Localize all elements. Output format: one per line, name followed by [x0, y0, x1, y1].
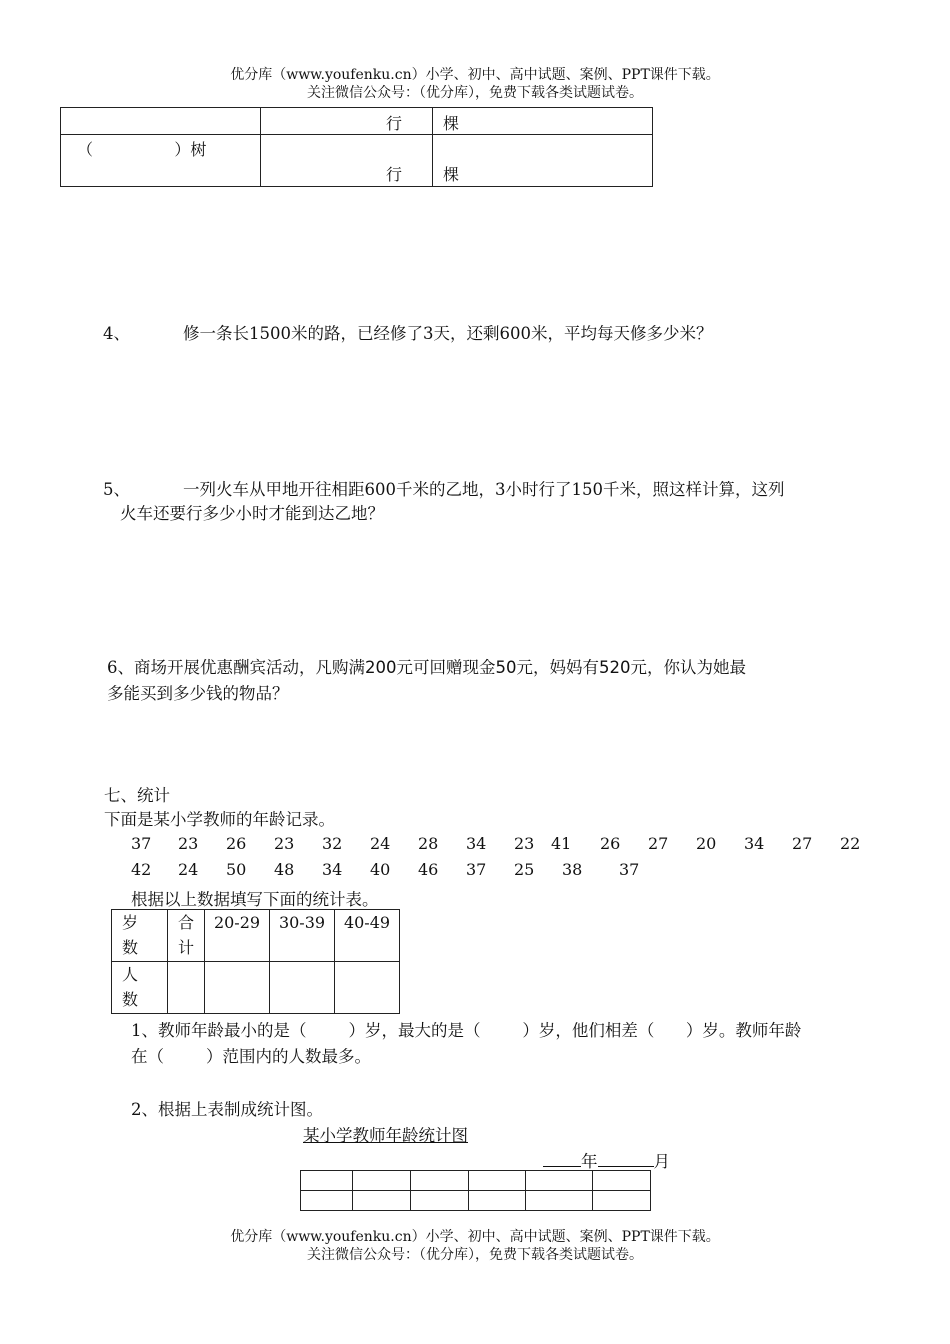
year-blank[interactable]	[543, 1151, 581, 1167]
chart-grid-cell	[353, 1191, 411, 1211]
age-value: 37	[131, 834, 152, 853]
age-value: 34	[466, 834, 487, 853]
chart-grid-cell	[301, 1171, 353, 1191]
q6-text: 元，妈妈有	[516, 658, 599, 677]
age-value: 37	[619, 860, 640, 879]
statistics-question-1-line-1: 1、教师年龄最小的是（ ）岁，最大的是（ ）岁，他们相差（ ）岁。教师年龄	[131, 1021, 802, 1040]
tree-table-cell	[61, 135, 261, 187]
footer-line-2: 关注微信公众号：（优分库），免费下载各类试题试卷。	[307, 1247, 643, 1263]
question-5-number: 5、	[103, 480, 130, 499]
chart-date-line	[543, 1148, 670, 1172]
q6-amount-50: 50	[495, 658, 517, 677]
month-label: 月	[653, 1152, 670, 1171]
statistics-question-2: 2、根据上表制成统计图。	[131, 1100, 323, 1119]
age-value: 37	[466, 860, 487, 879]
age-value: 26	[226, 834, 247, 853]
age-value: 27	[648, 834, 669, 853]
statistics-instruction: 根据以上数据填写下面的统计表。	[131, 890, 379, 909]
q6-text: 元可回赠现金	[396, 658, 496, 677]
chart-grid-cell	[593, 1171, 651, 1191]
q6-amount-520: 520	[599, 658, 631, 677]
people-count-label-cell	[112, 962, 168, 1014]
tree-table	[60, 107, 653, 187]
chart-title: 某小学教师年龄统计图	[303, 1126, 468, 1145]
age-value: 23	[178, 834, 199, 853]
question-6-line-2: 多能买到多少钱的物品？	[107, 684, 289, 703]
range-40-49-label: 40-49	[343, 913, 391, 932]
header-total-char: 合	[178, 913, 195, 932]
tree-table-cell	[261, 135, 433, 187]
chart-grid-cell	[526, 1171, 593, 1191]
people-count-char: 数	[122, 990, 139, 1009]
age-value: 24	[178, 860, 199, 879]
people-30-39-cell[interactable]	[270, 962, 335, 1014]
age-value: 32	[322, 834, 343, 853]
tree-table-cell	[61, 108, 261, 135]
chart-grid-cell	[469, 1191, 526, 1211]
header-age-cell	[112, 910, 168, 962]
age-value: 25	[514, 860, 535, 879]
people-40-49-cell[interactable]	[335, 962, 400, 1014]
unit-rows-label: 行	[386, 114, 403, 133]
q6-text: 6、商场开展优惠酬宾活动，凡购满	[107, 658, 365, 677]
header-line-1: 优分库（www.youfenku.cn）小学、初中、高中试题、案例、PPT课件下载。	[230, 67, 720, 83]
people-total-cell[interactable]	[168, 962, 205, 1014]
question-5-text-line-2: 火车还要行多少小时才能到达乙地？	[120, 504, 384, 523]
age-value: 34	[744, 834, 765, 853]
year-label: 年	[581, 1152, 598, 1171]
tree-table-cell	[433, 135, 653, 187]
age-value: 40	[370, 860, 391, 879]
header-age-char: 数	[122, 938, 139, 957]
unit-trees-label: 棵	[443, 165, 460, 184]
question-4-text: 修一条长1500米的路，已经修了3天，还剩600米，平均每天修多少米？	[183, 324, 713, 343]
age-value: 41	[551, 834, 572, 853]
chart-grid	[300, 1170, 651, 1211]
range-20-29-cell	[205, 910, 270, 962]
chart-grid-cell	[301, 1191, 353, 1211]
tree-type-blank: （ ）树	[77, 140, 207, 159]
section-title-statistics: 七、统计	[104, 786, 170, 805]
people-count-char: 人	[122, 965, 139, 984]
people-20-29-cell[interactable]	[205, 962, 270, 1014]
range-30-39-label: 30-39	[278, 913, 326, 932]
age-value: 48	[274, 860, 295, 879]
age-value: 24	[370, 834, 391, 853]
chart-grid-cell	[411, 1191, 469, 1211]
chart-grid-cell	[353, 1171, 411, 1191]
header-line-2: 关注微信公众号：（优分库），免费下载各类试题试卷。	[307, 85, 643, 101]
age-value: 42	[131, 860, 152, 879]
age-value: 50	[226, 860, 247, 879]
question-6-line-1	[107, 654, 746, 678]
chart-grid-cell	[411, 1171, 469, 1191]
header-total-cell	[168, 910, 205, 962]
q6-text: 元，你认为她最	[630, 658, 746, 677]
statistics-intro: 下面是某小学教师的年龄记录。	[104, 810, 335, 829]
tree-table-cell	[261, 108, 433, 135]
header-age-char: 岁	[122, 913, 139, 932]
chart-grid-cell	[469, 1171, 526, 1191]
unit-trees-label: 棵	[443, 114, 460, 133]
age-value: 28	[418, 834, 439, 853]
question-5-text-line-1: 一列火车从甲地开往相距600千米的乙地，3小时行了150千米，照这样计算，这列	[183, 480, 785, 499]
range-30-39-cell	[270, 910, 335, 962]
age-value: 23	[514, 834, 535, 853]
age-value: 38	[562, 860, 583, 879]
chart-grid-cell	[593, 1191, 651, 1211]
unit-rows-label: 行	[386, 165, 403, 184]
age-value: 20	[696, 834, 717, 853]
age-value: 22	[840, 834, 861, 853]
tree-table-cell	[433, 108, 653, 135]
range-20-29-label: 20-29	[213, 913, 261, 932]
age-value: 23	[274, 834, 295, 853]
statistics-question-1-line-2: 在（ ）范围内的人数最多。	[131, 1047, 371, 1066]
month-blank[interactable]	[598, 1151, 654, 1167]
chart-grid-cell	[526, 1191, 593, 1211]
age-value: 27	[792, 834, 813, 853]
footer-line-1: 优分库（www.youfenku.cn）小学、初中、高中试题、案例、PPT课件下载。	[230, 1229, 720, 1245]
age-value: 46	[418, 860, 439, 879]
range-40-49-cell	[335, 910, 400, 962]
age-value: 34	[322, 860, 343, 879]
question-4-number: 4、	[103, 324, 130, 343]
header-total-char: 计	[178, 938, 195, 957]
age-stat-table	[111, 909, 400, 1014]
q6-amount-200: 200	[365, 658, 397, 677]
age-value: 26	[600, 834, 621, 853]
